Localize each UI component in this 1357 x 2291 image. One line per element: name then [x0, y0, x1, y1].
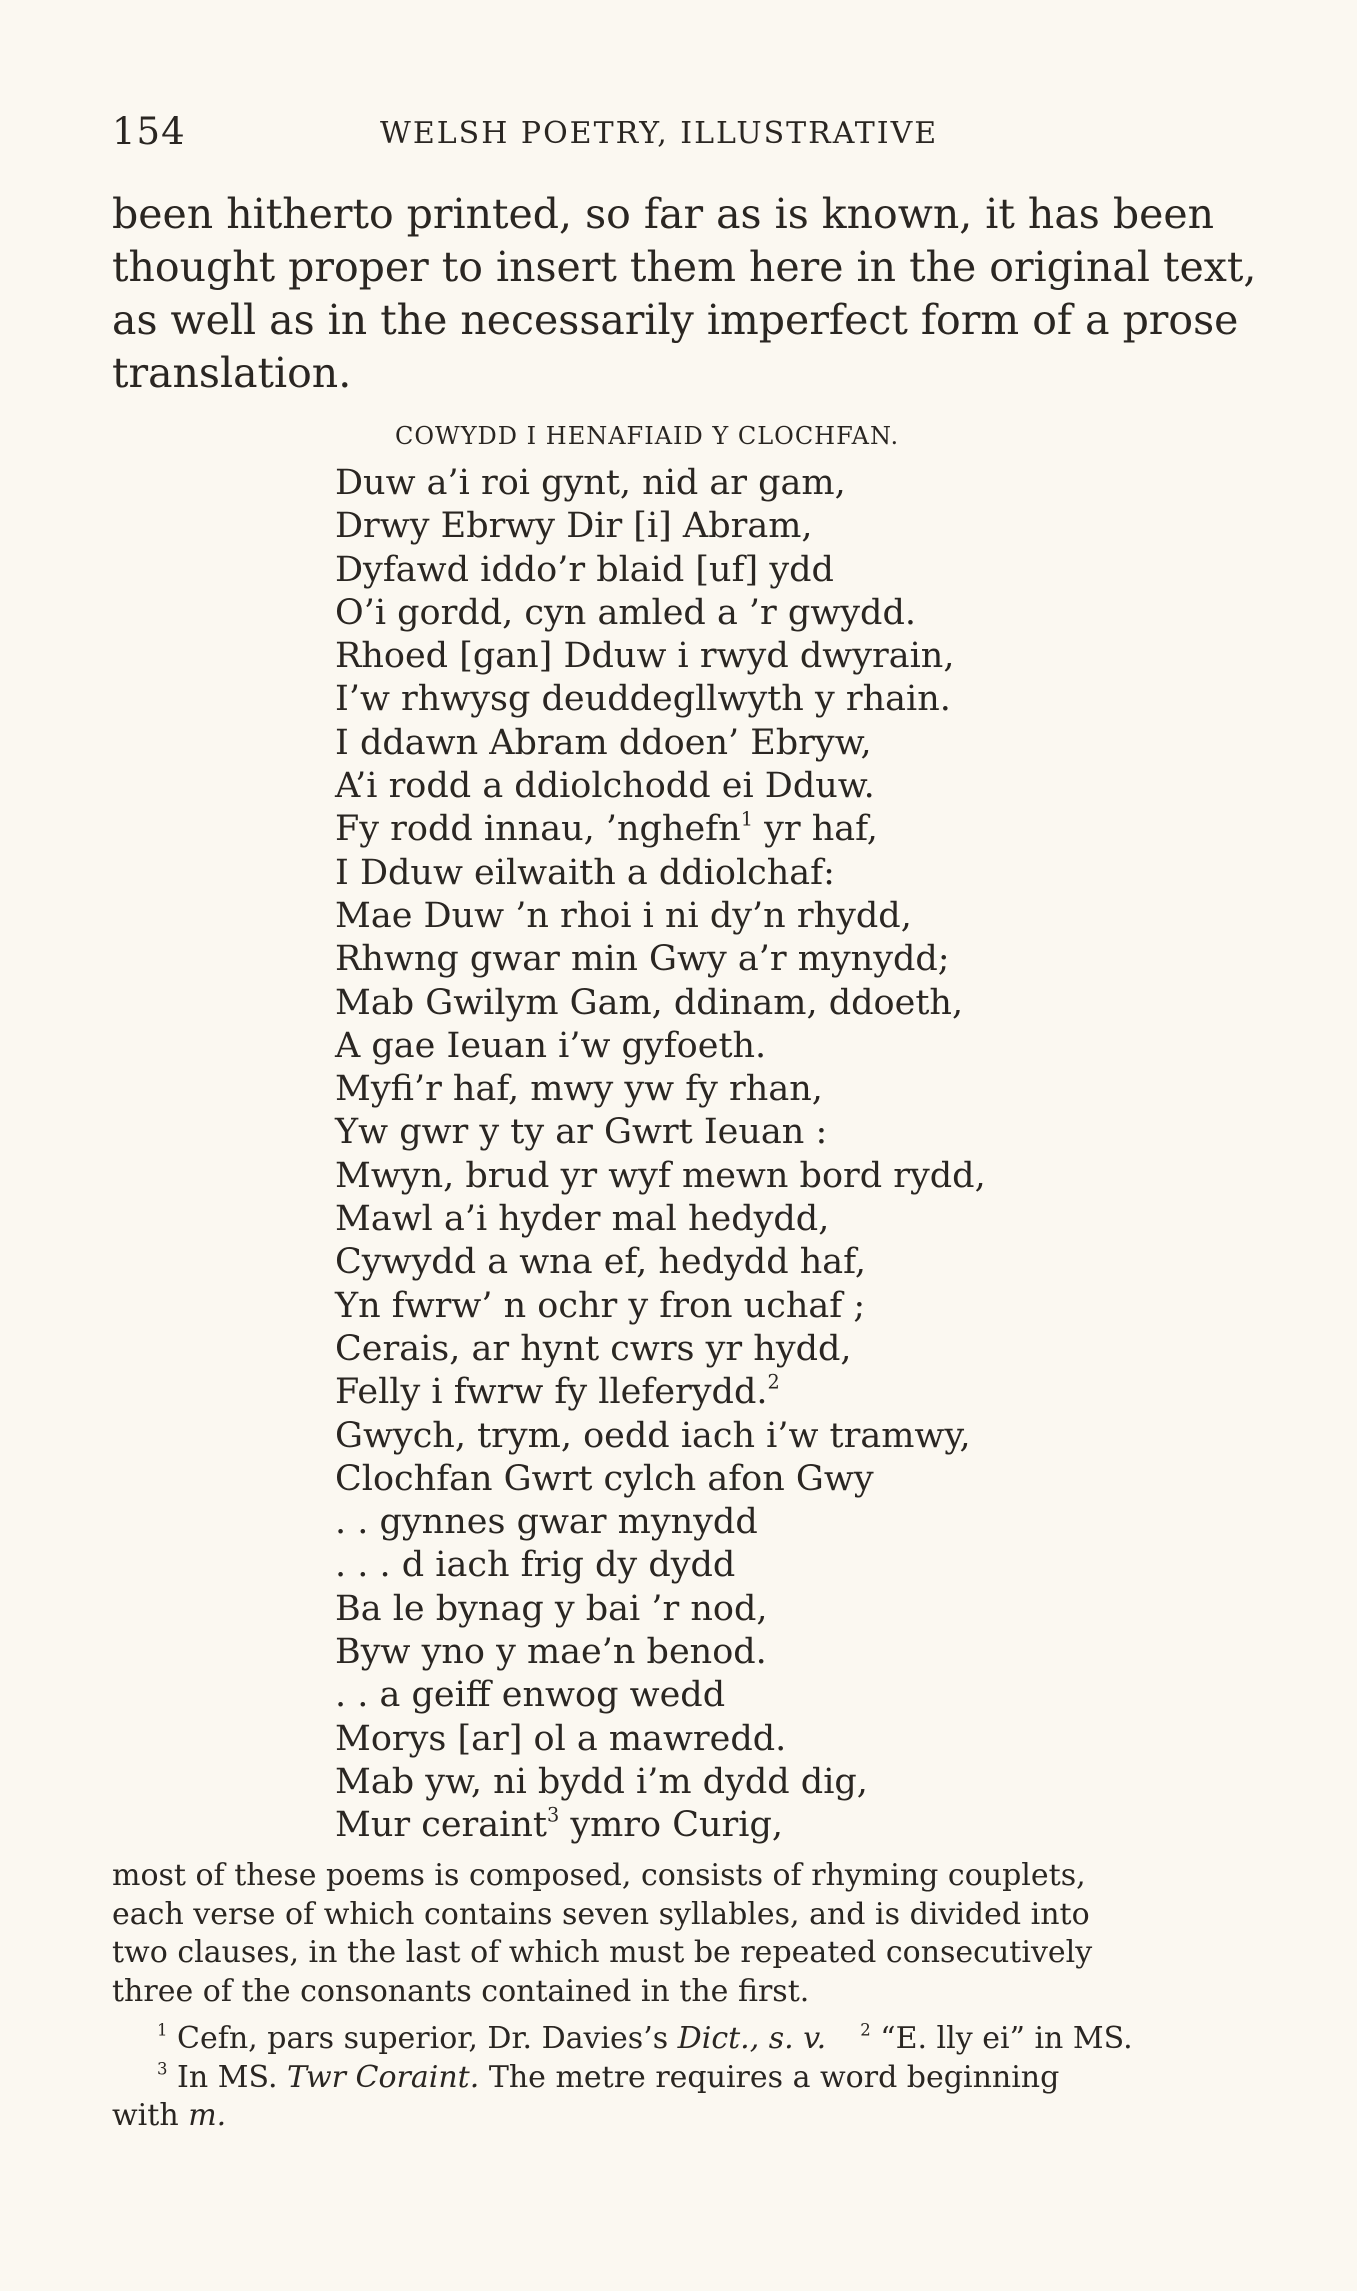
poem-line: Clochfan Gwrt cylch afon Gwy: [335, 1458, 874, 1499]
footnote-marker: 3: [157, 2059, 168, 2079]
poem-line: Mwyn, brud yr wyf mewn bord rydd,: [335, 1155, 986, 1196]
poem-line: Drwy Ebrwy Dir [i] Abram,: [335, 506, 813, 547]
poem-line-text: yr haf,: [752, 809, 878, 850]
poem-line: . . gynnes gwar mynydd: [335, 1502, 758, 1543]
footnote-text: The metre requires a word beginning: [479, 2059, 1060, 2095]
footnote-line: [112, 2059, 1272, 2098]
footnote-ref: 3: [546, 1803, 560, 1827]
poem-line-text: Fy rodd innau, ’nghefn: [335, 809, 741, 850]
footnotes: [112, 2020, 1272, 2136]
poem-line: Mab Gwilym Gam, ddinam, ddoeth,: [335, 982, 964, 1023]
footnote-marker: 2: [860, 2020, 871, 2040]
poem-line: Morys [ar] ol a mawredd.: [335, 1718, 787, 1759]
poem-line: O’i gordd, cyn amled a ’r gwydd.: [335, 592, 916, 633]
poem-line: Cerais, ar hynt cwrs yr hydd,: [335, 1328, 852, 1369]
poem-line: Ba le bynag y bai ’r nod,: [335, 1588, 768, 1629]
poem-line: [335, 1371, 1235, 1414]
footnote-ref: 2: [767, 1370, 780, 1394]
footnote-text: “E. lly ei” in MS.: [880, 2021, 1133, 2056]
poem-line: [335, 808, 1235, 851]
note-line: most of these poems is composed, consists of rhyming couplets,: [112, 1858, 1086, 1893]
poem-line: Byw yno y mae’n benod.: [335, 1632, 767, 1673]
poem-line: Mawl a’i hyder mal hedydd,: [335, 1199, 830, 1240]
poem-verses: [335, 462, 1235, 1848]
poem-line: Duw a’i roi gynt, nid ar gam,: [335, 463, 846, 503]
poem-line-text: Mur ceraint: [335, 1805, 547, 1846]
footnote-ref: 1: [740, 807, 753, 831]
poem-line: A gae Ieuan i’w gyfoeth.: [335, 1025, 767, 1066]
poem-line-text: Felly i fwrw fy lleferydd.: [335, 1372, 768, 1413]
note-line: two clauses, in the last of which must be repeated consecutively: [112, 1935, 1093, 1970]
intro-line: as well as in the necessarily imperfect form of a prose: [112, 296, 1239, 344]
poem-line: Rhwng gwar min Gwy a’r mynydd;: [335, 939, 950, 980]
page-header: [112, 110, 1262, 158]
poem-line: Mae Duw ’n rhoi i ni dy’n rhydd,: [335, 895, 912, 936]
poem-line: [335, 1804, 1235, 1847]
footnote-italic: m.: [188, 2098, 227, 2133]
poem-line: . . a geiff enwog wedd: [335, 1675, 726, 1716]
footnote-marker: 1: [157, 2020, 168, 2040]
poem-line: Mab yw, ni bydd i’m dydd dig,: [335, 1761, 868, 1802]
intro-line: translation.: [112, 349, 352, 397]
footnote-text: Cefn, pars superior, Dr. Davies’s: [177, 2021, 678, 2056]
footnote-text: In MS.: [177, 2059, 288, 2095]
footnote-line: [112, 2020, 1272, 2059]
footnote-line: [112, 2097, 1272, 2136]
poem-line: Gwych, trym, oedd iach i’w tramwy,: [335, 1415, 971, 1456]
footnote-text: with: [112, 2098, 189, 2133]
poem-line: Cywydd a wna ef, hedydd haf,: [335, 1242, 866, 1283]
poem-line: Rhoed [gan] Dduw i rwyd dwyrain,: [335, 636, 955, 677]
note-line: each verse of which contains seven syllables, and is divided into: [112, 1896, 1090, 1932]
poem-line: I’w rhwysg deuddegllwyth y rhain.: [335, 679, 951, 720]
poem-title: COWYDD I HENAFIAID Y CLOCHFAN.: [395, 422, 900, 450]
footnote-italic: Twr Coraint.: [287, 2059, 480, 2095]
poem-line: Dyfawd iddo’r blaid [uf] ydd: [335, 549, 834, 590]
intro-paragraph: [112, 188, 1262, 400]
footnote-italic: Dict., s. v.: [677, 2021, 827, 2056]
page-number: 154: [112, 110, 186, 153]
poem-line: . . . d iach frig dy dydd: [335, 1545, 736, 1586]
poem-line: I ddawn Abram ddoen’ Ebryw,: [335, 722, 872, 763]
poem-line: A’i rodd a ddiolchodd ei Dduw.: [335, 766, 875, 807]
intro-line: been hitherto printed, so far as is known, it has been: [112, 190, 1215, 238]
poem-line-text: ymro Curig,: [559, 1805, 783, 1846]
metre-note: [112, 1857, 1272, 2011]
poem-line: I Dduw eilwaith a ddiolchaf:: [335, 852, 835, 893]
poem-line: Yw gwr y ty ar Gwrt Ieuan :: [335, 1112, 828, 1153]
note-line: three of the consonants contained in the first.: [112, 1973, 810, 2009]
poem-line: Myfi’r haf, mwy yw fy rhan,: [335, 1069, 823, 1110]
running-head: WELSH POETRY, ILLUSTRATIVE: [380, 116, 939, 151]
intro-line: thought proper to insert them here in the original text,: [112, 243, 1257, 291]
poem-line: Yn fwrw’ n ochr y fron uchaf ;: [335, 1285, 866, 1326]
